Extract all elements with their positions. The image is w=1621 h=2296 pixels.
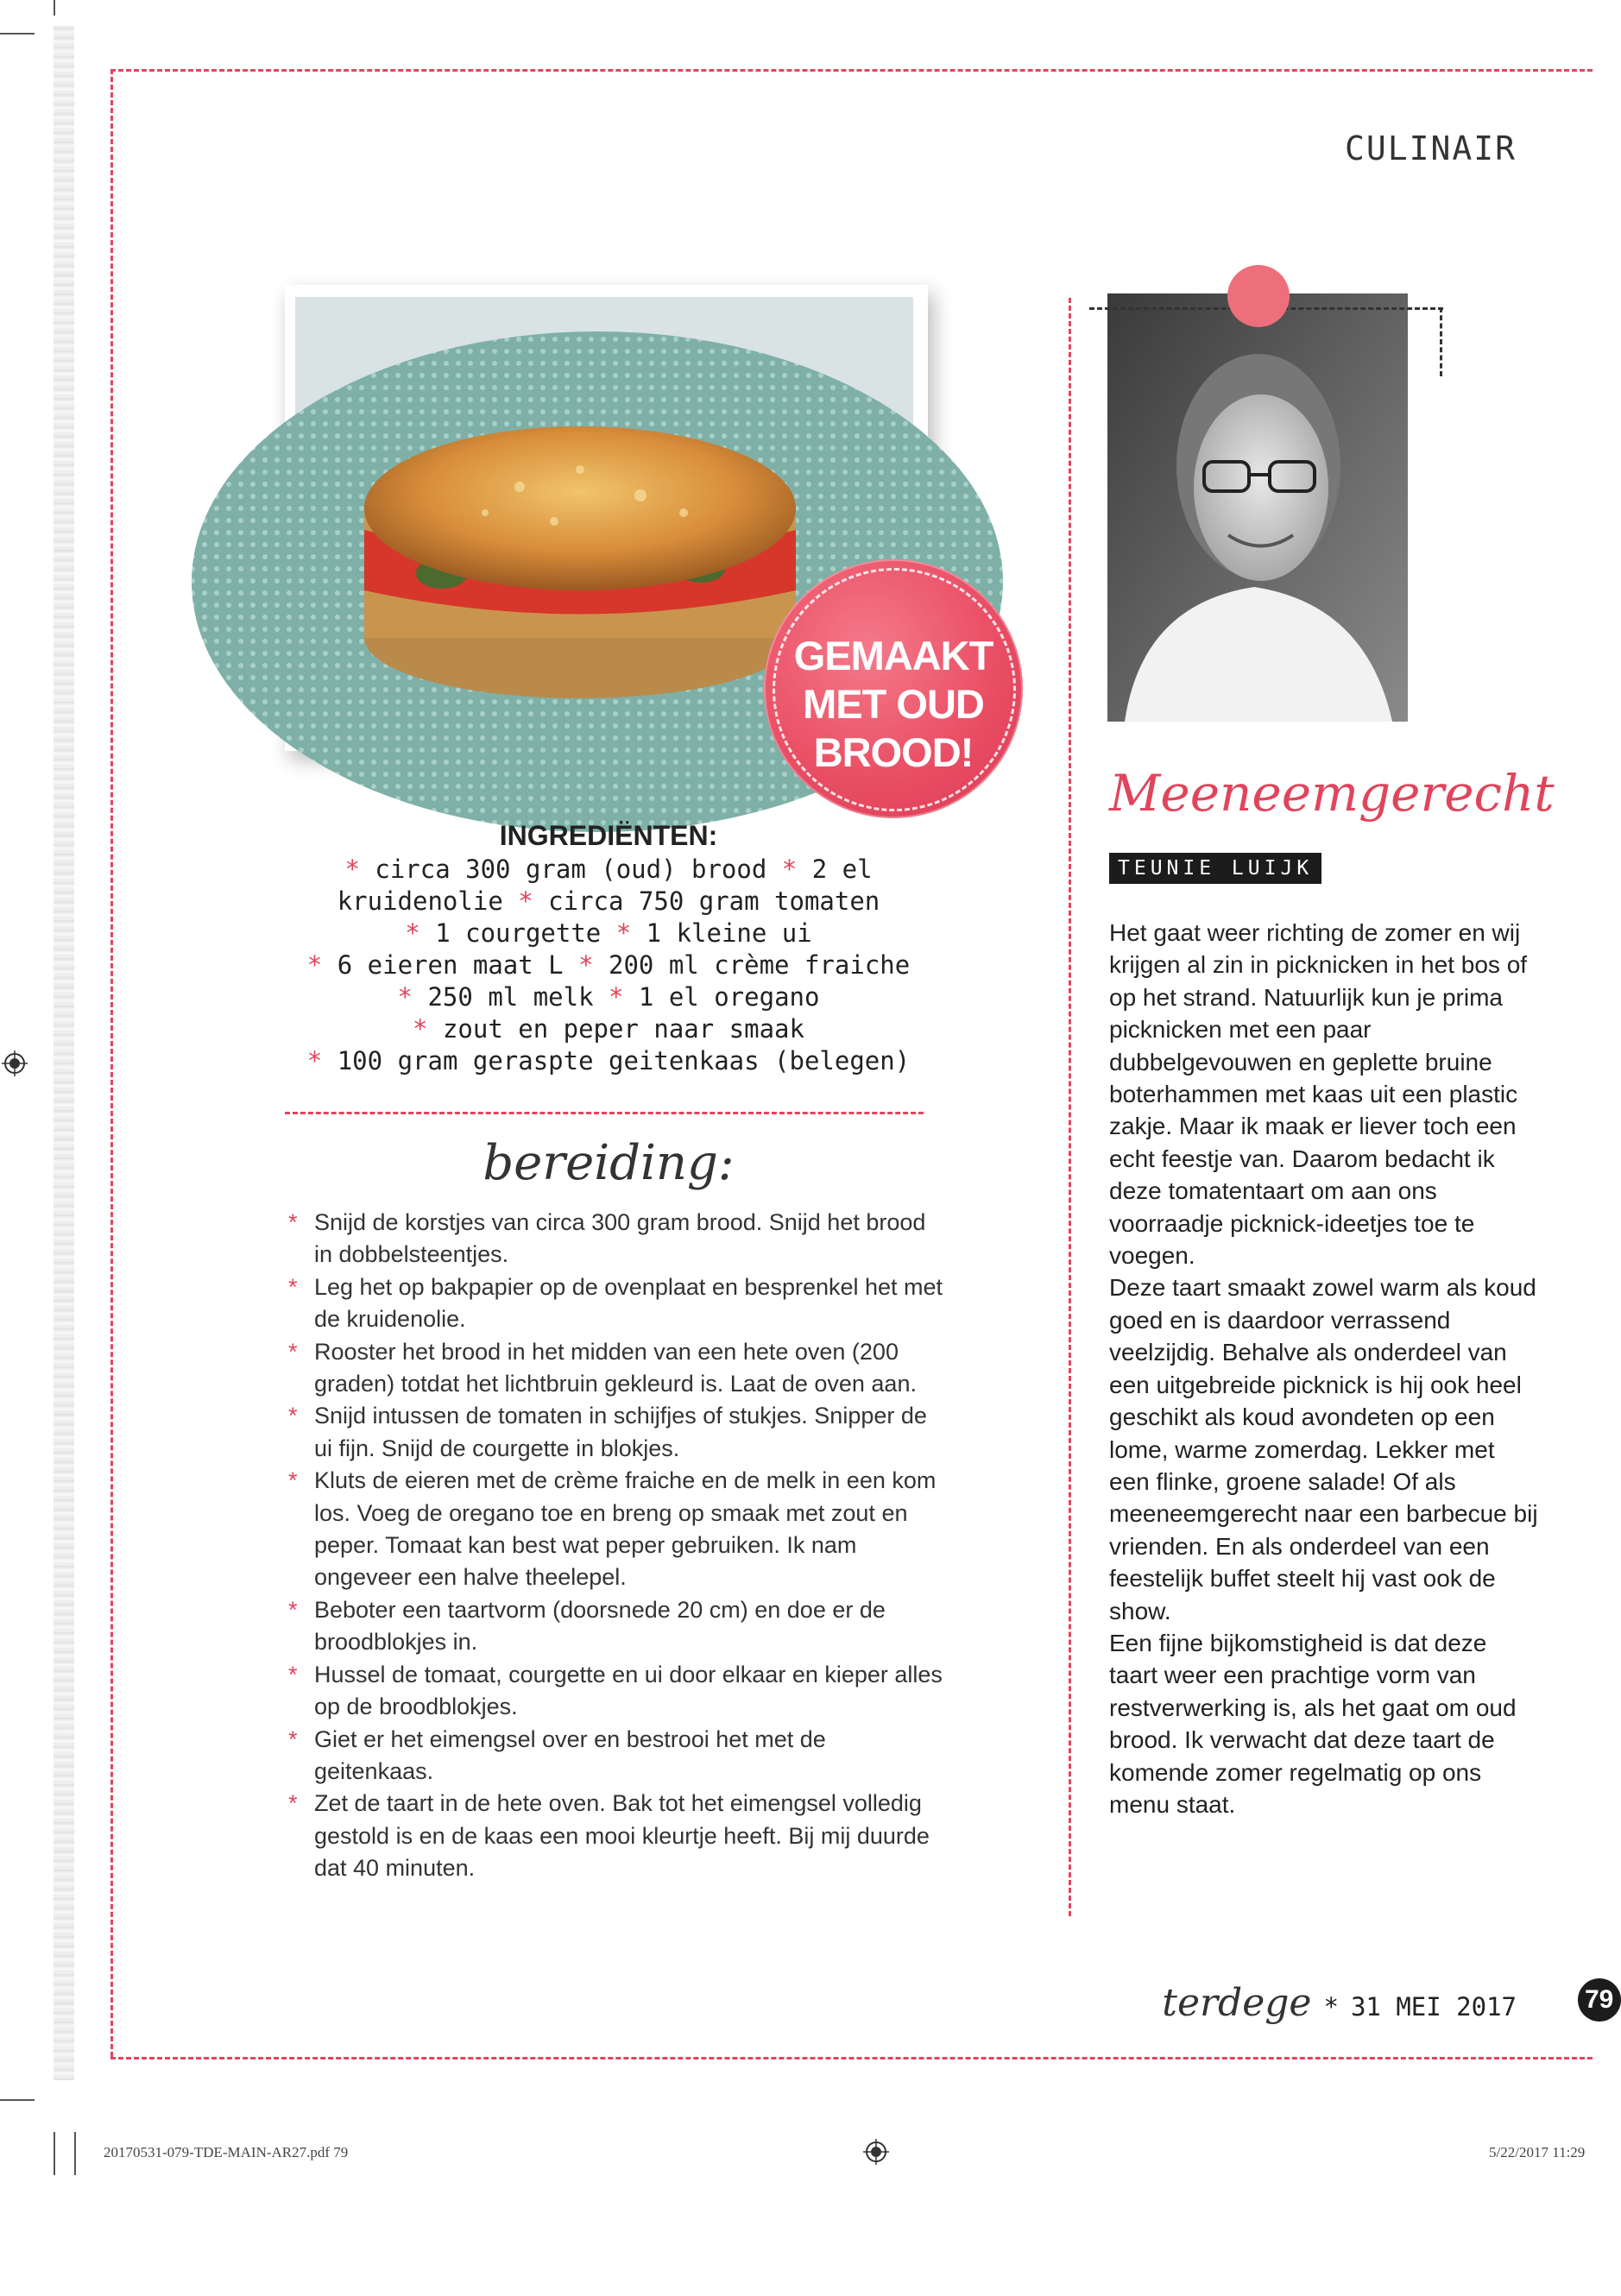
- crop-mark: [0, 33, 35, 35]
- print-slug-file: 20170531-079-TDE-MAIN-AR27.pdf 79: [104, 2144, 349, 2160]
- frame-left-border: [110, 69, 113, 2057]
- issue-date: 31 MEI 2017: [1350, 1992, 1517, 2022]
- bereiding-step: * Zet de taart in de hete oven. Bak tot het eimengsel volledig gestold is en de kaas een mooi kleurtje heeft. Bij mij duurde dat 40 minuten.: [288, 1790, 930, 1882]
- crop-mark: [54, 0, 55, 16]
- sidebar-paragraph: Het gaat weer richting de zomer en wij krijgen al zin in picknicken in het bos of op het strand. Natuurlijk kun je prima picknicken met een paar dubbelgevouwen en geplette bruine boterhammen met kaas uit een plastic zakje. Maar ik maak er liever toch een echt feestje van. Daarom bedacht ik deze tomatentaart om aan ons voorraadje picknick-ideetjes toe te voegen.: [1109, 919, 1528, 1270]
- crop-mark: [0, 2099, 35, 2101]
- ingredient-line: * 1 courgette * 1 kleine ui: [405, 918, 812, 948]
- bereiding-steps: [288, 1207, 944, 1885]
- ingredients-title: INGREDIËNTEN:: [499, 820, 718, 851]
- page-number: 79: [1578, 1978, 1621, 2022]
- column-divider: [1069, 298, 1071, 1916]
- bereiding-step: * Leg het op bakpapier op de ovenplaat en besprenkel het met de kruidenolie.: [288, 1273, 943, 1333]
- print-margin-strip: [54, 26, 74, 2080]
- print-slug-timestamp: 5/22/2017 11:29: [1489, 2144, 1586, 2160]
- bereiding-step: * Snijd de korstjes van circa 300 gram brood. Snijd het brood in dobbelsteentjes.: [288, 1209, 926, 1268]
- decorative-pin-dot: [1227, 265, 1290, 327]
- gemaakt-met-oud-brood-badge: [764, 559, 1023, 818]
- footer-separator: *: [1323, 1992, 1339, 2022]
- ingredient-line: * 100 gram geraspte geitenkaas (belegen): [306, 1046, 911, 1075]
- bereiding-step: * Rooster het brood in het midden van een hete oven (200 graden) totdat het lichtbruin gekleurd is. Laat de oven aan.: [288, 1338, 917, 1397]
- frame-bottom-border: [110, 2057, 1593, 2059]
- ingredients-divider: [285, 1112, 924, 1114]
- sidebar-body: [1109, 917, 1541, 1820]
- badge-text: GEMAAKT MET OUD BROOD!: [793, 633, 993, 775]
- magazine-brand: terdege: [1162, 1981, 1312, 2025]
- crop-mark: [74, 2132, 76, 2175]
- bereiding-step: * Snijd intussen de tomaten in schijfjes of stukjes. Snipper de ui fijn. Snijd de courgette in blokjes.: [288, 1403, 927, 1461]
- frame-top-border: [110, 69, 1593, 72]
- decorative-thread: [1440, 307, 1442, 376]
- bereiding-step: * Beboter een taartvorm (doorsnede 20 cm) en doe er de broodblokjes in.: [288, 1596, 886, 1656]
- ingredient-line: * 250 ml melk * 1 el oregano: [397, 982, 820, 1012]
- bereiding-step: * Giet er het eimengsel over en bestrooi het met de geitenkaas.: [288, 1725, 826, 1784]
- bereiding-title: bereiding:: [483, 1135, 735, 1191]
- section-label: CULINAIR: [1344, 129, 1517, 167]
- registration-mark-icon: [863, 2139, 889, 2165]
- sidebar-title: Meeneemgerecht: [1109, 764, 1555, 823]
- ingredient-line: kruidenolie * circa 750 gram tomaten: [337, 886, 880, 916]
- ingredient-line: * zout en peper naar smaak: [413, 1014, 804, 1044]
- crop-mark: [54, 2132, 55, 2175]
- sidebar-paragraph: Een fijne bijkomstigheid is dat deze taart weer een prachtige vorm van restverwerking is, als het gaat om oud brood. Ik verwacht dat deze taart de komende zomer regelmatig op ons menu staat.: [1109, 1629, 1517, 1818]
- sidebar-paragraph: Deze taart smaakt zowel warm als koud goed en is daardoor verrassend veelzijdig. Behalve als onderdeel van een uitgebreide picknick is hij ook heel geschikt als koud avondeten op een lome, warme zomerdag. Lekker met een flinke, groene salade! Of als meeneemgerecht naar een barbecue bij vrienden. En als onderdeel van een feestelijk buffet steelt hij vast ook de show.: [1109, 1274, 1538, 1624]
- ingredient-line: * 6 eieren maat L * 200 ml crème fraiche: [306, 950, 911, 980]
- ingredient-line: * circa 300 gram (oud) brood * 2 el: [344, 855, 873, 884]
- author-portrait: [1107, 293, 1408, 722]
- bereiding-step: * Kluts de eieren met de crème fraiche en de melk in een kom los. Voeg de oregano toe en breng op smaak met zout en peper. Tomaat kan best wat peper gebruiken. Ik nam ongeveer een halve theelepel.: [288, 1467, 937, 1591]
- bereiding-step: * Hussel de tomaat, courgette en ui door elkaar en kieper alles op de broodblokjes.: [288, 1661, 943, 1720]
- registration-mark-icon: [2, 1050, 28, 1076]
- page-footer: [1162, 1981, 1517, 2025]
- author-tag: TEUNIE LUIJK: [1109, 853, 1321, 884]
